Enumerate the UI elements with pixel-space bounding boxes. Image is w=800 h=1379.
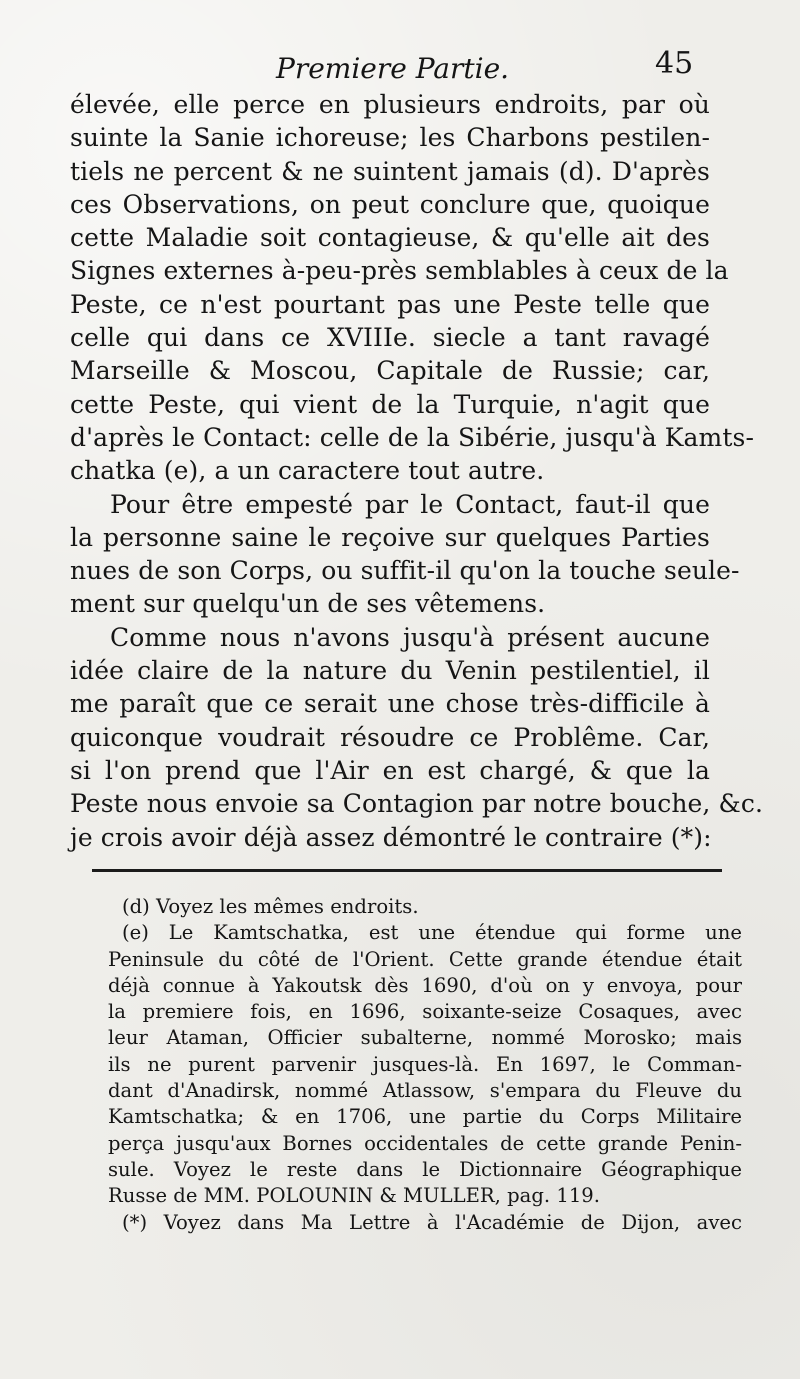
text-line: élevée, elle perce en plusieurs endroits, par où (70, 90, 710, 119)
footnote-line: (*) Voyez dans Ma Lettre à l'Académie de Dijon, avec (122, 1210, 742, 1234)
text-line: d'après le Contact: celle de la Sibérie, jusqu'à Kamts- (70, 422, 754, 452)
footnote-line: sule. Voyez le reste dans le Dictionnaire Géographique (108, 1157, 742, 1181)
text-line: suinte la Sanie ichoreuse; les Charbons pestilen- (70, 123, 710, 153)
footnote-line: Russe de MM. POLOUNIN & MULLER, pag. 119. (108, 1184, 600, 1208)
footnote-line: déjà connue à Yakoutsk dès 1690, d'où on y envoya, pour (108, 973, 742, 997)
footnote-line: perça jusqu'aux Bornes occidentales de cette grande Penin- (108, 1131, 742, 1155)
text-line: cette Maladie soit contagieuse, & qu'elle ait des (70, 223, 710, 253)
text-line: Marseille & Moscou, Capitale de Russie; car, (70, 356, 710, 386)
footnote-line: ils ne purent parvenir jusques-là. En 1697, le Comman- (108, 1052, 742, 1076)
footnote-line: Kamtschatka; & en 1706, une partie du Corps Militaire (108, 1105, 742, 1129)
text-line: cette Peste, qui vient de la Turquie, n'agit que (70, 389, 710, 419)
footnote-line: Peninsule du côté de l'Orient. Cette grande étendue était (108, 947, 742, 971)
text-line: la personne saine le reçoive sur quelques Parties (70, 522, 710, 552)
running-title: Premiere Partie. (276, 52, 510, 85)
text-line: Pour être empesté par le Contact, faut-il que (110, 489, 710, 519)
footnote-line: (e) Le Kamtschatka, est une étendue qui forme une (122, 921, 742, 945)
footnote-line: dant d'Anadirsk, nommé Atlassow, s'empara du Fleuve du (108, 1079, 742, 1103)
text-line: Signes externes à-peu-près semblables à ceux de la (70, 256, 729, 286)
footnotes (108, 894, 742, 1236)
footnote-divider (92, 869, 722, 872)
page-number: 45 (655, 46, 694, 81)
text-line: nues de son Corps, ou suffit-il qu'on la touche seule- (70, 556, 740, 586)
text-line: idée claire de la nature du Venin pestilentiel, il (70, 656, 710, 686)
text-line: chatka (e), a un caractere tout autre. (70, 456, 545, 486)
text-line: ces Observations, on peut conclure que, quoique (70, 189, 710, 219)
text-line: Comme nous n'avons jusqu'à présent aucune (110, 622, 710, 652)
text-line: quiconque voudrait résoudre ce Problême. Car, (70, 722, 710, 752)
text-line: si l'on prend que l'Air en est chargé, & que la (70, 755, 710, 785)
footnote-line: la premiere fois, en 1696, soixante-seize Cosaques, avec (108, 1000, 742, 1024)
footnote-line: (d) Voyez les mêmes endroits. (122, 895, 419, 918)
text-line: celle qui dans ce XVIIIe. siecle a tant ravagé (70, 323, 710, 353)
text-line: je crois avoir déjà assez démontré le contraire (*): (70, 822, 712, 852)
text-line: ment sur quelqu'un de ses vêtemens. (70, 589, 546, 619)
text-line: Peste, ce n'est pourtant pas une Peste telle que (70, 289, 710, 319)
text-line: me paraît que ce serait une chose très-difficile à (70, 689, 710, 719)
main-text (70, 88, 764, 854)
text-line: Peste nous envoie sa Contagion par notre bouche, &c. (70, 789, 764, 819)
text-line: tiels ne percent & ne suintent jamais (d). D'après (70, 156, 710, 186)
page-header (0, 46, 800, 86)
footnote-line: leur Ataman, Officier subalterne, nommé Morosko; mais (108, 1026, 742, 1050)
